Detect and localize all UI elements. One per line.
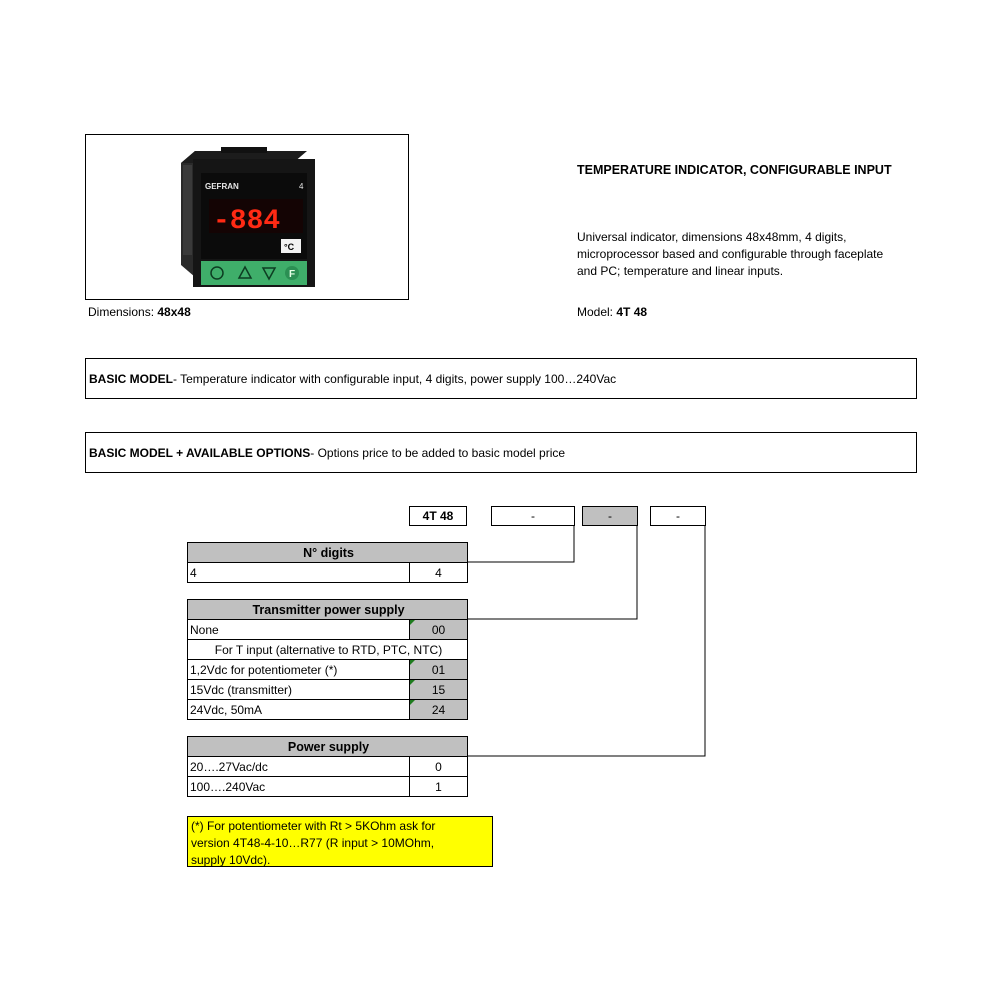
comment-marker-icon	[410, 660, 415, 665]
code-slot-power[interactable]: -	[650, 506, 706, 526]
options-model-box: BASIC MODEL + AVAILABLE OPTIONS - Options price to be added to basic model price	[85, 432, 917, 473]
basic-model-box: BASIC MODEL - Temperature indicator with configurable input, 4 digits, power supply 100…240Vac	[85, 358, 917, 399]
footnote-box: (*) For potentiometer with Rt > 5KOhm ask for version 4T48-4-10…R77 (R input > 10MOhm, supply 10Vdc).	[187, 816, 493, 867]
brand-logo-text: GEFRAN	[205, 182, 239, 191]
product-description: Universal indicator, dimensions 48x48mm, 4 digits, microprocessor based and configurable through faceplate and PC; temperature and linear inputs.	[577, 230, 884, 278]
transmitter-table-header: Transmitter power supply	[188, 600, 468, 620]
table-row: 24Vdc, 50mA 24	[188, 700, 468, 720]
unit-badge: °C	[284, 242, 295, 252]
digits-table-header: N° digits	[188, 543, 468, 563]
table-row: 15Vdc (transmitter) 15	[188, 680, 468, 700]
page-title: TEMPERATURE INDICATOR, CONFIGURABLE INPUT	[577, 163, 892, 177]
power-table	[187, 736, 468, 797]
code-base-box: 4T 48	[409, 506, 467, 526]
table-row: None 00	[188, 620, 468, 640]
function-key-icon: F	[289, 269, 296, 280]
digits-table	[187, 542, 468, 583]
code-slot-digits[interactable]: -	[491, 506, 575, 526]
table-row: For T input (alternative to RTD, PTC, NTC)	[188, 640, 468, 660]
transmitter-table	[187, 599, 468, 720]
comment-marker-icon	[410, 620, 415, 625]
table-row: 20….27Vac/dc 0	[188, 757, 468, 777]
power-table-header: Power supply	[188, 737, 468, 757]
comment-marker-icon	[410, 700, 415, 705]
comment-marker-icon	[410, 680, 415, 685]
table-row: 1,2Vdc for potentiometer (*) 01	[188, 660, 468, 680]
model-caption: Model: 4T 48	[577, 305, 648, 319]
code-slot-transmitter[interactable]: -	[582, 506, 638, 526]
dimensions-caption: Dimensions: 48x48	[88, 305, 191, 319]
corner-label: 4	[299, 182, 304, 191]
table-row: 4 4	[188, 563, 468, 583]
table-row: 100….240Vac 1	[188, 777, 468, 797]
led-display: -884	[213, 206, 281, 237]
